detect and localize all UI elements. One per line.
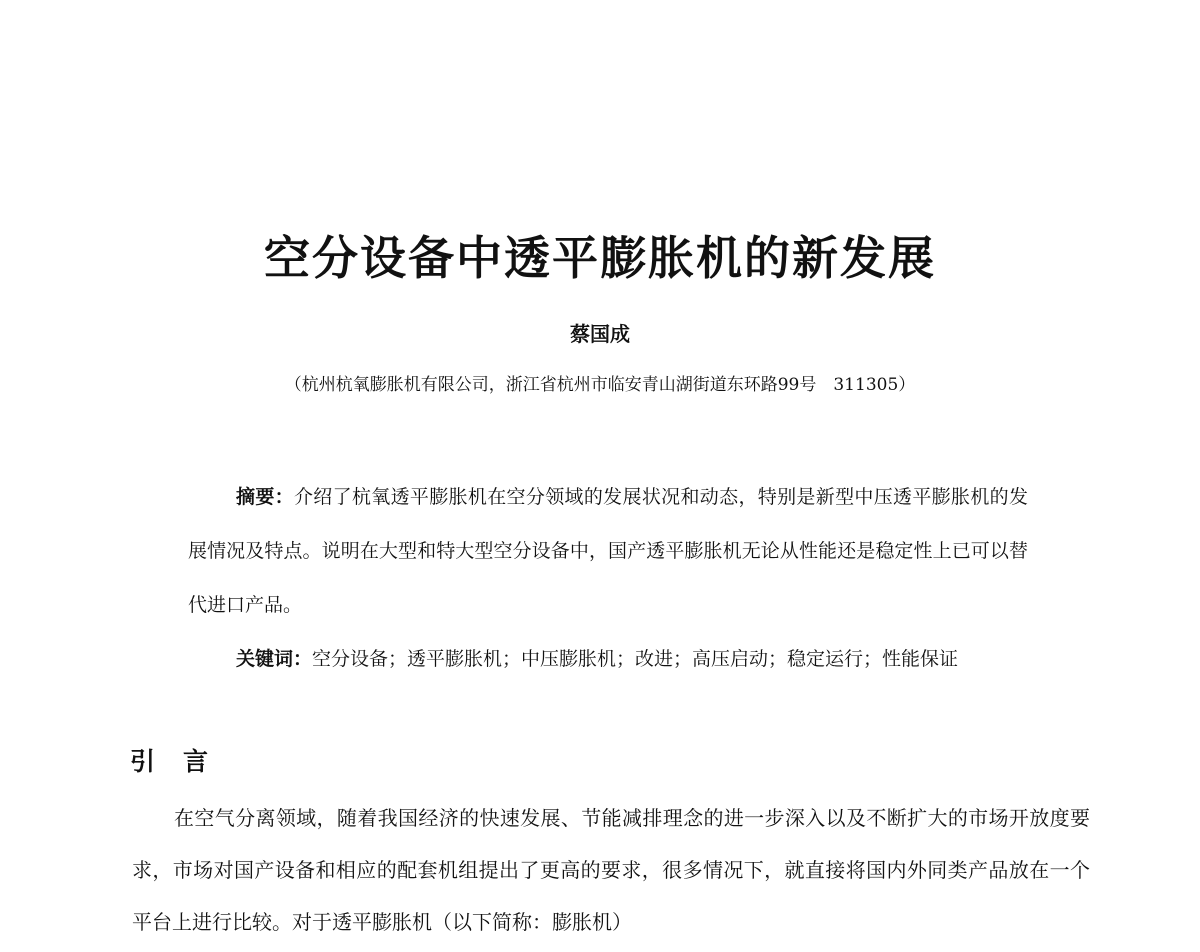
abstract-paragraph	[188, 470, 1028, 632]
abstract-text: 介绍了杭氧透平膨胀机在空分领域的发展状况和动态，特别是新型中压透平膨胀机的发展情况及特点。说明在大型和特大型空分设备中，国产透平膨胀机无论从性能还是稳定性上已可以替代进口产品。	[188, 486, 1028, 616]
paper-title: 空分设备中透平膨胀机的新发展	[264, 231, 936, 285]
author-name: 蔡国成	[570, 322, 630, 346]
abstract-section	[188, 470, 1028, 686]
keywords-text: 空分设备；透平膨胀机；中压膨胀机；改进；高压启动；稳定运行；性能保证	[312, 648, 959, 670]
keywords-paragraph	[188, 632, 1028, 686]
intro-body	[132, 792, 1090, 948]
author-affiliation: （杭州杭氧膨胀机有限公司，浙江省杭州市临安青山湖街道东环路99号 311305）	[284, 375, 916, 395]
abstract-label: 摘要：	[236, 486, 294, 508]
keywords-label: 关键词：	[236, 648, 313, 670]
section-heading: 引言	[130, 747, 237, 776]
intro-paragraph: 在空气分离领域，随着我国经济的快速发展、节能减排理念的进一步深入以及不断扩大的市场开放度要求，市场对国产设备和相应的配套机组提出了更高的要求，很多情况下，就直接将国内外同类产品放在一个平台上进行比较。对于透平膨胀机（以下简称：膨胀机）	[132, 806, 1090, 934]
